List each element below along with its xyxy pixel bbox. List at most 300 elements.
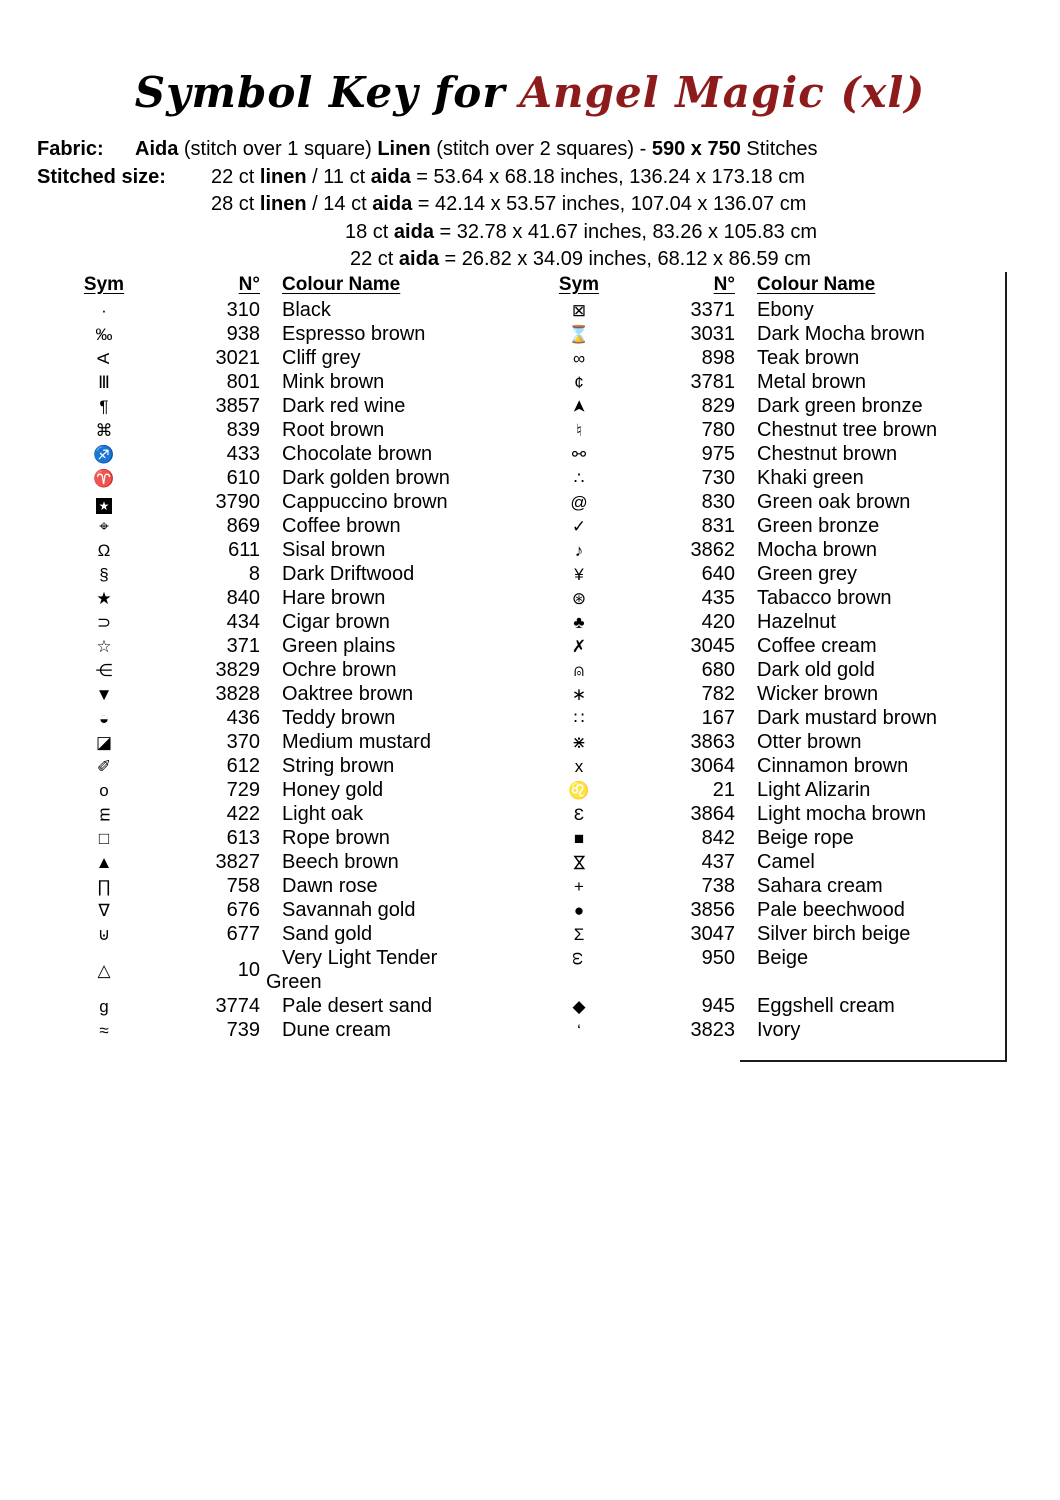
colour-name: Coffee brown — [282, 515, 401, 537]
header-colour-name: Colour Name — [282, 274, 401, 295]
colour-name: Dark red wine — [282, 395, 406, 417]
symbol-cell — [553, 946, 605, 970]
stitch-symbol-icon: ∇ — [98, 901, 110, 920]
stitch-symbol-icon: ∏ — [97, 877, 111, 896]
stitched-size-line-2 — [37, 191, 818, 219]
symbol-cell — [78, 1018, 130, 1042]
key-row — [553, 490, 1005, 514]
symbol-cell — [78, 994, 130, 1018]
thread-number: 869 — [226, 515, 260, 537]
colour-name-wrap: Green — [266, 971, 322, 993]
thread-number: 167 — [701, 707, 735, 729]
colour-name: Dawn rose — [282, 875, 378, 897]
symbol-cell — [553, 922, 605, 946]
stitch-symbol-icon: ⋲ — [95, 661, 113, 680]
header-sym: Sym — [83, 274, 125, 295]
thread-number: 3864 — [690, 803, 735, 825]
key-row — [78, 538, 528, 562]
thread-number: 3045 — [690, 635, 735, 657]
thread-number: 3857 — [215, 395, 260, 417]
stitch-symbol-icon: □ — [98, 829, 110, 848]
thread-number: 830 — [701, 491, 735, 513]
colour-name: Dark golden brown — [282, 467, 450, 489]
text-segment: / 11 ct — [306, 165, 371, 188]
key-row — [553, 634, 1005, 658]
thread-number: 3828 — [215, 683, 260, 705]
colour-name: Sisal brown — [282, 539, 386, 561]
colour-name: Cappuccino brown — [282, 491, 448, 513]
stitch-symbol-icon: ♌ — [568, 781, 590, 800]
thread-number: 613 — [226, 827, 260, 849]
stitch-symbol-icon: ✓ — [571, 517, 587, 536]
colour-name: Ebony — [757, 299, 814, 321]
stitch-symbol-icon: · — [101, 301, 107, 320]
symbol-cell — [553, 418, 605, 442]
stitch-symbol-icon: ⊍ — [97, 925, 111, 944]
text-segment: = 26.82 x 34.09 inches, 68.12 x 86.59 cm — [438, 248, 811, 270]
stitch-symbol-icon: ‘ — [577, 1021, 581, 1040]
colour-name: Otter brown — [757, 731, 862, 753]
colour-name: Light Alizarin — [757, 779, 871, 801]
stitch-symbol-icon: ▲ — [95, 853, 113, 872]
stitch-symbol-icon: § — [99, 565, 109, 584]
colour-name: Ochre brown — [282, 659, 397, 681]
stitch-symbol-icon: ☆ — [96, 637, 112, 656]
key-row — [78, 370, 528, 394]
thread-number: 738 — [701, 875, 735, 897]
stitch-symbol-icon: ∴ — [573, 469, 585, 488]
stitch-symbol-icon: ⌛ — [568, 325, 590, 344]
key-row — [78, 562, 528, 586]
colour-name: Light mocha brown — [757, 803, 926, 825]
colour-name: Silver birch beige — [757, 923, 911, 945]
thread-number: 780 — [701, 419, 735, 441]
symbol-cell — [78, 322, 130, 346]
key-row — [553, 946, 1005, 970]
key-row — [78, 298, 528, 322]
key-row — [78, 730, 528, 754]
key-row — [78, 418, 528, 442]
key-rows-right — [553, 298, 1005, 1042]
thread-number: 3856 — [690, 899, 735, 921]
stitched-size-line-4 — [37, 246, 818, 274]
key-row — [78, 898, 528, 922]
thread-number: 3829 — [215, 659, 260, 681]
symbol-cell — [78, 466, 130, 490]
stitched-size-label: Stitched size: — [37, 165, 166, 188]
thread-number: 370 — [226, 731, 260, 753]
header-number: N° — [238, 274, 260, 295]
colour-name: Green bronze — [757, 515, 880, 537]
text-segment: aida — [370, 165, 411, 188]
colour-name: Dark Driftwood — [282, 563, 415, 585]
key-row — [553, 514, 1005, 538]
colour-name: Beige rope — [757, 827, 854, 849]
thread-number: 801 — [226, 371, 260, 393]
thread-number: 898 — [701, 347, 735, 369]
size-detail-1 — [211, 166, 805, 188]
stitch-symbol-icon: ✗ — [571, 637, 587, 656]
colour-name: Dark Mocha brown — [757, 323, 925, 345]
key-row — [78, 586, 528, 610]
colour-name: Wicker brown — [757, 683, 879, 705]
size-detail-4 — [350, 248, 811, 270]
thread-number: 739 — [226, 1019, 260, 1041]
symbol-key-table-right — [553, 272, 1005, 1042]
thread-number: 840 — [226, 587, 260, 609]
thread-number: 433 — [226, 443, 260, 465]
key-row — [553, 298, 1005, 322]
stitched-size-line-1 — [37, 164, 818, 192]
key-row — [553, 1018, 1005, 1042]
thread-number: 839 — [226, 419, 260, 441]
thread-number: 676 — [226, 899, 260, 921]
title-pattern-name: Angel Magic (xl) — [519, 68, 926, 117]
colour-name: String brown — [282, 755, 395, 777]
thread-number: 434 — [226, 611, 260, 633]
thread-number: 371 — [226, 635, 260, 657]
symbol-cell — [78, 658, 130, 682]
thread-number: 3790 — [215, 491, 260, 513]
stitch-symbol-icon: Ω — [97, 541, 111, 560]
stitch-symbol-icon: ≈ — [99, 1021, 109, 1040]
thread-number: 8 — [248, 563, 260, 585]
header-number: N° — [713, 274, 735, 295]
colour-name: Teddy brown — [282, 707, 396, 729]
colour-name: Chocolate brown — [282, 443, 433, 465]
stitch-symbol-icon: ■ — [573, 829, 585, 848]
key-row — [553, 562, 1005, 586]
thread-number: 3064 — [690, 755, 735, 777]
symbol-cell — [553, 610, 605, 634]
stitch-symbol-icon: ◒ — [98, 709, 110, 728]
key-row — [78, 394, 528, 418]
thread-number: 829 — [701, 395, 735, 417]
colour-name: Cliff grey — [282, 347, 361, 369]
key-row — [78, 634, 528, 658]
symbol-cell — [78, 754, 130, 778]
colour-name: Cinnamon brown — [757, 755, 909, 777]
colour-name: Espresso brown — [282, 323, 426, 345]
colour-name: Sahara cream — [757, 875, 883, 897]
symbol-cell — [78, 418, 130, 442]
key-row — [78, 922, 528, 946]
text-segment: Aida — [135, 138, 179, 160]
stitch-symbol-icon: ◆ — [572, 997, 586, 1016]
stitch-symbol-icon: ∞ — [572, 349, 586, 368]
symbol-cell — [78, 442, 130, 466]
symbol-cell — [78, 898, 130, 922]
colour-name: Dark old gold — [757, 659, 875, 681]
symbol-key-table-left — [78, 272, 528, 1042]
colour-name: Ivory — [757, 1019, 801, 1041]
symbol-cell — [553, 754, 605, 778]
stitch-symbol-icon: ♈ — [93, 469, 115, 488]
symbol-cell — [553, 898, 605, 922]
symbol-cell — [78, 490, 130, 514]
key-row — [553, 682, 1005, 706]
symbol-cell — [553, 586, 605, 610]
colour-name: Savannah gold — [282, 899, 416, 921]
key-row — [78, 778, 528, 802]
symbol-cell — [78, 778, 130, 802]
colour-name: Green oak brown — [757, 491, 911, 513]
key-row — [553, 466, 1005, 490]
text-segment: / 14 ct — [306, 193, 373, 215]
stitch-symbol-icon: ¶ — [99, 397, 109, 416]
key-row — [553, 586, 1005, 610]
thread-number: 420 — [701, 611, 735, 633]
thread-number: 640 — [701, 563, 735, 585]
symbol-cell — [553, 490, 605, 514]
key-row — [78, 826, 528, 850]
stitch-symbol-icon: ▼ — [95, 685, 113, 704]
stitch-symbol-icon: ♣ — [573, 613, 585, 632]
colour-name: Green grey — [757, 563, 858, 585]
colour-name: Teak brown — [757, 347, 860, 369]
thread-number: 680 — [701, 659, 735, 681]
stitch-symbol-icon: ¥ — [574, 565, 584, 584]
colour-name: Eggshell cream — [757, 995, 895, 1017]
symbol-cell — [78, 298, 130, 322]
colour-name: Beige — [757, 947, 809, 969]
key-row — [78, 850, 528, 874]
text-segment: aida — [398, 248, 439, 270]
symbol-cell — [78, 850, 130, 874]
symbol-cell — [78, 706, 130, 730]
thread-number: 3047 — [690, 923, 735, 945]
symbol-cell — [553, 394, 605, 418]
text-segment: = 53.64 x 68.18 inches, 136.24 x 173.18 cm — [410, 165, 805, 188]
colour-name: Coffee cream — [757, 635, 877, 657]
symbol-cell — [553, 802, 605, 826]
colour-name: Metal brown — [757, 371, 866, 393]
symbol-cell — [78, 682, 130, 706]
key-row — [553, 610, 1005, 634]
colour-name: Beech brown — [282, 851, 399, 873]
thread-number: 938 — [226, 323, 260, 345]
thread-number: 3827 — [215, 851, 260, 873]
stitch-symbol-icon: ⊛ — [571, 589, 587, 608]
colour-name: Root brown — [282, 419, 385, 441]
thread-number: 3371 — [690, 299, 735, 321]
header-sym: Sym — [558, 274, 600, 295]
thread-number: 950 — [701, 947, 735, 969]
colour-name: Hare brown — [282, 587, 386, 609]
stitch-symbol-icon: ⋇ — [571, 733, 587, 752]
symbol-cell — [553, 466, 605, 490]
text-segment: 590 x 750 — [651, 138, 741, 160]
key-row — [553, 706, 1005, 730]
stitch-symbol-icon: ★ — [96, 589, 112, 608]
colour-name: Khaki green — [757, 467, 864, 489]
text-segment: = 32.78 x 41.67 inches, 83.26 x 105.83 cm — [433, 220, 817, 243]
symbol-cell — [553, 730, 605, 754]
colour-name: Green plains — [282, 635, 396, 657]
colour-name: Dark mustard brown — [757, 707, 938, 729]
stitch-symbol-icon: Ɛ — [573, 805, 585, 824]
stitch-symbol-icon: ◪ — [95, 733, 113, 752]
colour-name: Mink brown — [282, 371, 385, 393]
chart-page-border-vertical — [1005, 272, 1007, 1062]
colour-name: Dune cream — [282, 1019, 391, 1041]
stitch-symbol-icon: g — [99, 997, 109, 1016]
thread-number: 3031 — [690, 323, 735, 345]
stitch-symbol-icon: + — [574, 877, 584, 896]
key-row — [78, 322, 528, 346]
thread-number: 437 — [701, 851, 735, 873]
colour-name: Chestnut brown — [757, 443, 898, 465]
stitch-symbol-icon: ⊠ — [571, 301, 587, 320]
key-row — [553, 538, 1005, 562]
text-segment: 22 ct — [350, 248, 399, 270]
colour-name: Black — [282, 299, 331, 321]
symbol-cell — [78, 634, 130, 658]
key-row — [553, 778, 1005, 802]
text-segment: Linen — [377, 138, 431, 160]
symbol-cell — [78, 586, 130, 610]
key-row — [78, 610, 528, 634]
thread-number: 3774 — [215, 995, 260, 1017]
key-row — [553, 322, 1005, 346]
key-row — [78, 490, 528, 514]
symbol-cell — [553, 994, 605, 1018]
thread-number: 611 — [228, 539, 260, 561]
key-header — [553, 272, 1005, 298]
symbol-cell — [553, 706, 605, 730]
key-row-spacer — [553, 970, 1005, 994]
thread-number: 945 — [701, 995, 735, 1017]
symbol-cell — [553, 442, 605, 466]
colour-name: Rope brown — [282, 827, 390, 849]
key-row — [78, 658, 528, 682]
size-detail-3 — [345, 221, 817, 243]
symbol-cell — [78, 514, 130, 538]
key-row — [78, 466, 528, 490]
title-black: Symbol Key for — [134, 68, 506, 117]
key-row — [553, 826, 1005, 850]
stitch-symbol-icon: ⚯ — [571, 445, 587, 464]
fabric-label: Fabric: — [37, 138, 104, 160]
symbol-cell — [78, 958, 130, 982]
stitched-size-line-3 — [37, 219, 818, 247]
text-segment: linen — [259, 165, 307, 188]
key-row — [553, 994, 1005, 1018]
key-row — [78, 514, 528, 538]
stitch-symbol-icon: x — [574, 757, 584, 776]
thread-number: 310 — [226, 299, 260, 321]
symbol-cell — [78, 562, 130, 586]
colour-name: Camel — [757, 851, 815, 873]
fabric-line — [37, 136, 818, 164]
key-row — [78, 682, 528, 706]
pattern-info — [37, 136, 818, 274]
key-row — [78, 754, 528, 778]
stitch-symbol-icon: ⌖ — [99, 517, 109, 536]
symbol-cell — [553, 826, 605, 850]
key-row — [553, 874, 1005, 898]
stitch-symbol-icon: ♐ — [93, 445, 115, 464]
key-row — [553, 370, 1005, 394]
thread-number: 10 — [237, 959, 260, 981]
key-row — [78, 946, 528, 994]
stitch-symbol-icon: ∷ — [573, 709, 585, 728]
colour-name: Mocha brown — [757, 539, 878, 561]
colour-name: Medium mustard — [282, 731, 431, 753]
colour-name: Very Light Tender Green — [260, 946, 528, 994]
text-segment: aida — [393, 220, 434, 243]
thread-number: 782 — [701, 683, 735, 705]
key-row — [553, 418, 1005, 442]
thread-number: 729 — [226, 779, 260, 801]
text-segment: linen — [259, 193, 307, 215]
colour-name: Chestnut tree brown — [757, 419, 938, 441]
colour-name: Dark green bronze — [757, 395, 923, 417]
text-segment: 18 ct — [345, 220, 394, 243]
stitch-symbol-icon: ♮ — [575, 421, 583, 440]
key-header — [78, 272, 528, 298]
key-row — [553, 394, 1005, 418]
text-segment: aida — [372, 193, 413, 215]
key-row — [553, 346, 1005, 370]
text-segment: = 42.14 x 53.57 inches, 107.04 x 136.07 cm — [412, 193, 807, 215]
key-row — [553, 730, 1005, 754]
symbol-cell — [553, 562, 605, 586]
thread-number: 3781 — [690, 371, 735, 393]
key-row — [553, 442, 1005, 466]
colour-name: Sand gold — [282, 923, 373, 945]
stitch-symbol-icon: ✐ — [96, 757, 112, 776]
thread-number: 21 — [712, 779, 735, 801]
colour-name: Light oak — [282, 803, 364, 825]
stitch-symbol-icon: ♪ — [574, 541, 584, 560]
symbol-cell — [78, 370, 130, 394]
symbol-cell — [553, 322, 605, 346]
thread-number: 422 — [226, 803, 260, 825]
header-colour-name: Colour Name — [757, 274, 876, 295]
stitch-symbol-icon: ● — [573, 901, 585, 920]
fabric-details — [135, 138, 818, 160]
colour-name: Pale beechwood — [757, 899, 905, 921]
thread-number: 758 — [226, 875, 260, 897]
symbol-cell — [78, 874, 130, 898]
symbol-cell — [553, 538, 605, 562]
symbol-cell — [78, 538, 130, 562]
key-row — [553, 898, 1005, 922]
stitch-symbol-icon: @ — [570, 493, 588, 512]
symbol-cell — [553, 682, 605, 706]
stitch-symbol-icon: ⋈ — [569, 854, 589, 871]
symbol-cell — [78, 730, 130, 754]
thread-number: 3021 — [215, 347, 260, 369]
symbol-cell — [78, 394, 130, 418]
stitch-symbol-icon: ⌘ — [95, 421, 113, 440]
stitch-symbol-icon: ⊃ — [96, 613, 112, 632]
stitch-symbol-icon: ➤ — [569, 399, 589, 414]
stitch-symbol-icon: A — [94, 352, 114, 365]
symbol-cell — [78, 802, 130, 826]
symbol-cell — [78, 826, 130, 850]
page-title — [0, 68, 1060, 117]
colour-name: Pale desert sand — [282, 995, 433, 1017]
colour-name: Hazelnut — [757, 611, 836, 633]
symbol-cell — [553, 658, 605, 682]
stitch-symbol-icon: m — [94, 807, 114, 822]
symbol-cell — [78, 346, 130, 370]
stitch-symbol-icon: ω — [569, 951, 589, 966]
stitch-symbol-icon: Ⅲ — [98, 373, 110, 392]
symbol-cell — [553, 850, 605, 874]
